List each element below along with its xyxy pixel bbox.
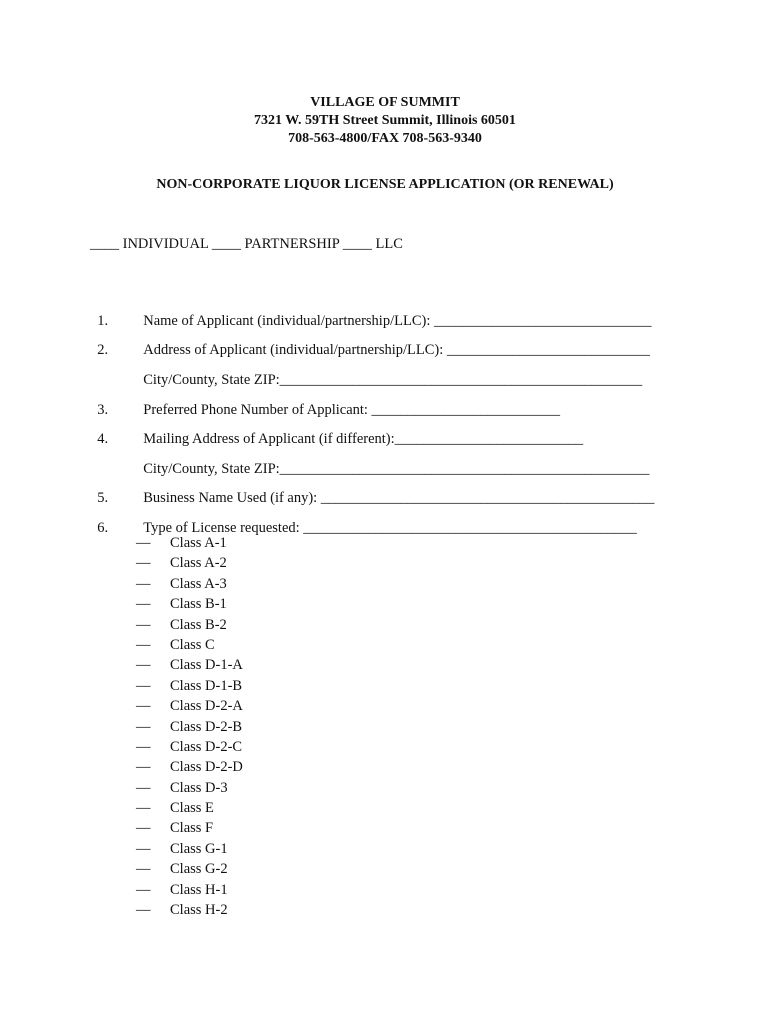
checkbox-blank[interactable]: — xyxy=(136,759,151,776)
question-number: 2. xyxy=(97,342,109,358)
license-class-option[interactable] xyxy=(136,778,243,798)
license-class-label: Class D-2-C xyxy=(170,738,243,755)
question-text: Preferred Phone Number of Applicant: __________________________ xyxy=(143,402,561,418)
question-number: 3. xyxy=(97,402,109,418)
question-text: Address of Applicant (individual/partnership/LLC): ____________________________ xyxy=(143,342,650,358)
license-class-label: Class D-2-D xyxy=(170,759,243,776)
checkbox-blank[interactable]: — xyxy=(136,820,151,837)
checkbox-blank[interactable]: — xyxy=(136,616,151,633)
applicant-type-options[interactable]: ____ INDIVIDUAL ____ PARTNERSHIP ____ LLC xyxy=(90,236,403,252)
license-class-label: Class A-1 xyxy=(170,535,227,551)
license-class-label: Class H-1 xyxy=(170,881,228,898)
license-class-option[interactable] xyxy=(136,594,243,614)
license-class-label: Class D-3 xyxy=(170,779,228,796)
license-class-label: Class D-2-A xyxy=(170,698,243,715)
license-class-option[interactable] xyxy=(136,574,243,594)
checkbox-blank[interactable]: — xyxy=(136,657,151,674)
question-text: City/County, State ZIP:__________________________________________________ xyxy=(143,372,643,388)
question-text: Mailing Address of Applicant (if different):__________________________ xyxy=(143,431,584,447)
license-class-option[interactable] xyxy=(136,655,243,675)
license-class-option[interactable] xyxy=(136,635,243,655)
license-class-option[interactable] xyxy=(136,533,243,553)
license-class-option[interactable] xyxy=(136,757,243,777)
license-class-label: Class D-1-A xyxy=(170,657,243,674)
question-text: Business Name Used (if any): ______________________________________________ xyxy=(143,490,655,506)
checkbox-blank[interactable]: — xyxy=(136,840,151,857)
question-number: 1. xyxy=(97,313,109,329)
checkbox-blank[interactable]: — xyxy=(136,861,151,878)
checkbox-blank[interactable]: — xyxy=(136,698,151,715)
question-text: Name of Applicant (individual/partnership/LLC): ______________________________ xyxy=(143,313,652,329)
license-class-label: Class H-2 xyxy=(170,902,228,919)
license-class-option[interactable] xyxy=(136,818,243,838)
license-class-label: Class B-1 xyxy=(170,596,227,613)
question-text: City/County, State ZIP:___________________________________________________ xyxy=(143,461,650,477)
question-license-type[interactable] xyxy=(90,503,637,537)
license-class-label: Class C xyxy=(170,636,215,653)
question-mailing-address[interactable] xyxy=(90,414,583,448)
question-business-name[interactable] xyxy=(90,473,654,507)
license-class-label: Class D-2-B xyxy=(170,718,243,735)
checkbox-blank[interactable]: — xyxy=(136,636,151,653)
checkbox-blank[interactable]: — xyxy=(136,535,151,551)
question-number: 6. xyxy=(97,520,109,536)
license-class-label: Class G-1 xyxy=(170,840,228,857)
question-number: 5. xyxy=(97,490,109,506)
checkbox-blank[interactable]: — xyxy=(136,881,151,898)
checkbox-blank[interactable]: — xyxy=(136,800,151,817)
license-class-option[interactable] xyxy=(136,553,243,573)
checkbox-blank[interactable]: — xyxy=(136,575,151,592)
question-applicant-address[interactable] xyxy=(90,325,650,359)
license-class-option[interactable] xyxy=(136,737,243,757)
license-class-option[interactable] xyxy=(136,696,243,716)
checkbox-blank[interactable]: — xyxy=(136,902,151,919)
license-class-option[interactable] xyxy=(136,839,243,859)
organization-phone-fax: 708-563-4800/FAX 708-563-9340 xyxy=(288,131,482,146)
license-class-label: Class A-2 xyxy=(170,555,227,572)
organization-address: 7321 W. 59TH Street Summit, Illinois 60501 xyxy=(254,113,516,128)
license-class-option[interactable] xyxy=(136,798,243,818)
question-applicant-city-zip[interactable] xyxy=(136,355,642,389)
checkbox-blank[interactable]: — xyxy=(136,779,151,796)
checkbox-blank[interactable]: — xyxy=(136,677,151,694)
organization-name: VILLAGE OF SUMMIT xyxy=(310,95,460,110)
license-class-label: Class F xyxy=(170,820,214,837)
form-title: NON-CORPORATE LIQUOR LICENSE APPLICATION (OR RENEWAL) xyxy=(156,177,614,192)
checkbox-blank[interactable]: — xyxy=(136,596,151,613)
license-class-option[interactable] xyxy=(136,900,243,920)
license-class-option[interactable] xyxy=(136,615,243,635)
license-class-option[interactable] xyxy=(136,859,243,879)
checkbox-blank[interactable]: — xyxy=(136,718,151,735)
license-class-label: Class G-2 xyxy=(170,861,228,878)
letterhead xyxy=(0,94,770,148)
checkbox-blank[interactable]: — xyxy=(136,738,151,755)
question-number: 4. xyxy=(97,431,109,447)
license-class-label: Class A-3 xyxy=(170,575,227,592)
question-text: Type of License requested: ______________________________________________ xyxy=(143,520,637,536)
license-class-option[interactable] xyxy=(136,717,243,737)
license-class-option[interactable] xyxy=(136,880,243,900)
license-class-option[interactable] xyxy=(136,676,243,696)
license-class-label: Class E xyxy=(170,800,214,817)
license-class-list xyxy=(136,533,243,920)
checkbox-blank[interactable]: — xyxy=(136,555,151,572)
license-class-label: Class D-1-B xyxy=(170,677,243,694)
license-class-label: Class B-2 xyxy=(170,616,227,633)
